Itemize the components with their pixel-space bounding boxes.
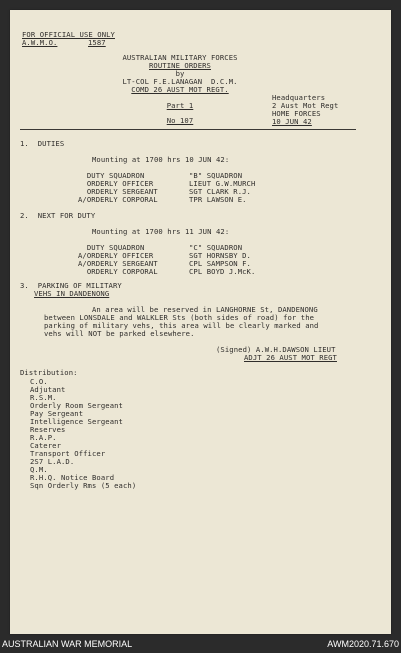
title-part: Part 1: [166, 101, 194, 110]
title-command: COMD 26 AUST MOT REGT.: [131, 85, 229, 94]
distribution-item: Pay Sergeant: [30, 409, 84, 418]
duty-role-1: DUTY SQUADRON: [78, 171, 145, 180]
distribution-item: C.O.: [30, 377, 48, 386]
title-by: by: [175, 69, 185, 78]
title-commander: LT-COL F.E.LANAGAN D.C.M.: [122, 77, 238, 86]
section-3-heading: 3. PARKING OF MILITARY: [20, 281, 122, 290]
hq-home-forces: HOME FORCES: [272, 109, 321, 118]
duty-role-4: A/ORDERLY CORPORAL: [78, 195, 158, 204]
parking-body-2: between LONSDALE and WALKLER Sts (both sides of road) for the: [44, 313, 315, 322]
next-name-3: CPL SAMPSON F.: [189, 259, 251, 268]
section-2-heading: 2. NEXT FOR DUTY: [20, 211, 96, 220]
distribution-item: Reserves: [30, 425, 66, 434]
distribution-item: Transport Officer: [30, 449, 106, 458]
distribution-item: Q.M.: [30, 465, 48, 474]
section-3-heading-cont: VEHS IN DANDENONG: [34, 289, 110, 298]
duty-role-2: ORDERLY OFFICER: [78, 179, 154, 188]
title-routine-orders: ROUTINE ORDERS: [149, 61, 211, 70]
section-1-heading: 1. DUTIES: [20, 139, 65, 148]
next-name-1: "C" SQUADRON: [189, 243, 243, 252]
distribution-item: Adjutant: [30, 385, 66, 394]
distribution-item: R.A.P.: [30, 433, 57, 442]
hq-label: Headquarters: [272, 93, 326, 102]
next-role-3: A/ORDERLY SERGEANT: [78, 259, 158, 268]
header-divider: [20, 129, 356, 130]
section-1-mounting: Mounting at 1700 hrs 10 JUN 42:: [92, 155, 230, 164]
classification-label: FOR OFFICIAL USE ONLY: [22, 30, 115, 39]
distribution-item: R.H.Q. Notice Board: [30, 473, 115, 482]
distribution-item: Intelligence Sergeant: [30, 417, 123, 426]
next-name-4: CPL BOYD J.McK.: [189, 267, 256, 276]
next-role-1: DUTY SQUADRON: [78, 243, 145, 252]
distribution-heading: Distribution:: [20, 368, 78, 377]
next-role-4: ORDERLY CORPORAL: [78, 267, 158, 276]
title-forces: AUSTRALIAN MILITARY FORCES: [122, 53, 238, 62]
footer-institution: AUSTRALIAN WAR MEMORIAL: [2, 639, 133, 649]
title-number: No 107: [166, 116, 194, 125]
distribution-item: Sqn Orderly Rms (5 each): [30, 481, 137, 490]
parking-body-1: An area will be reserved in LANGHORNE St, DANDENONG: [92, 305, 318, 314]
duty-role-3: ORDERLY SERGEANT: [78, 187, 158, 196]
duty-name-1: "B" SQUADRON: [189, 171, 243, 180]
document-page: [10, 10, 391, 634]
next-role-2: A/ORDERLY OFFICER: [78, 251, 154, 260]
distribution-item: R.S.M.: [30, 393, 57, 402]
hq-unit: 2 Aust Mot Regt: [272, 101, 339, 110]
parking-body-3: parking of military vehs, this area will be clearly marked and: [44, 321, 319, 330]
distribution-item: Orderly Room Sergeant: [30, 401, 123, 410]
next-name-2: SGT HORNSBY D.: [189, 251, 251, 260]
duty-name-4: TPR LAWSON E.: [189, 195, 247, 204]
parking-body-4: vehs will NOT be parked elsewhere.: [44, 329, 195, 338]
footer-accession: AWM2020.71.670: [327, 639, 399, 649]
ref-number: 1587: [88, 38, 106, 47]
ref-prefix: A.W.M.O.: [22, 38, 58, 47]
distribution-item: 2S7 L.A.D.: [30, 457, 75, 466]
duty-name-2: LIEUT G.W.MURCH: [189, 179, 256, 188]
section-2-mounting: Mounting at 1700 hrs 11 JUN 42:: [92, 227, 230, 236]
signature-name: (Signed) A.W.H.DAWSON LIEUT: [216, 345, 336, 354]
footer-bar: [0, 637, 401, 653]
signature-title: ADJT 26 AUST MOT REGT: [244, 353, 337, 362]
distribution-item: Caterer: [30, 441, 61, 450]
hq-date: 10 JUN 42: [272, 117, 312, 126]
duty-name-3: SGT CLARK R.J.: [189, 187, 251, 196]
